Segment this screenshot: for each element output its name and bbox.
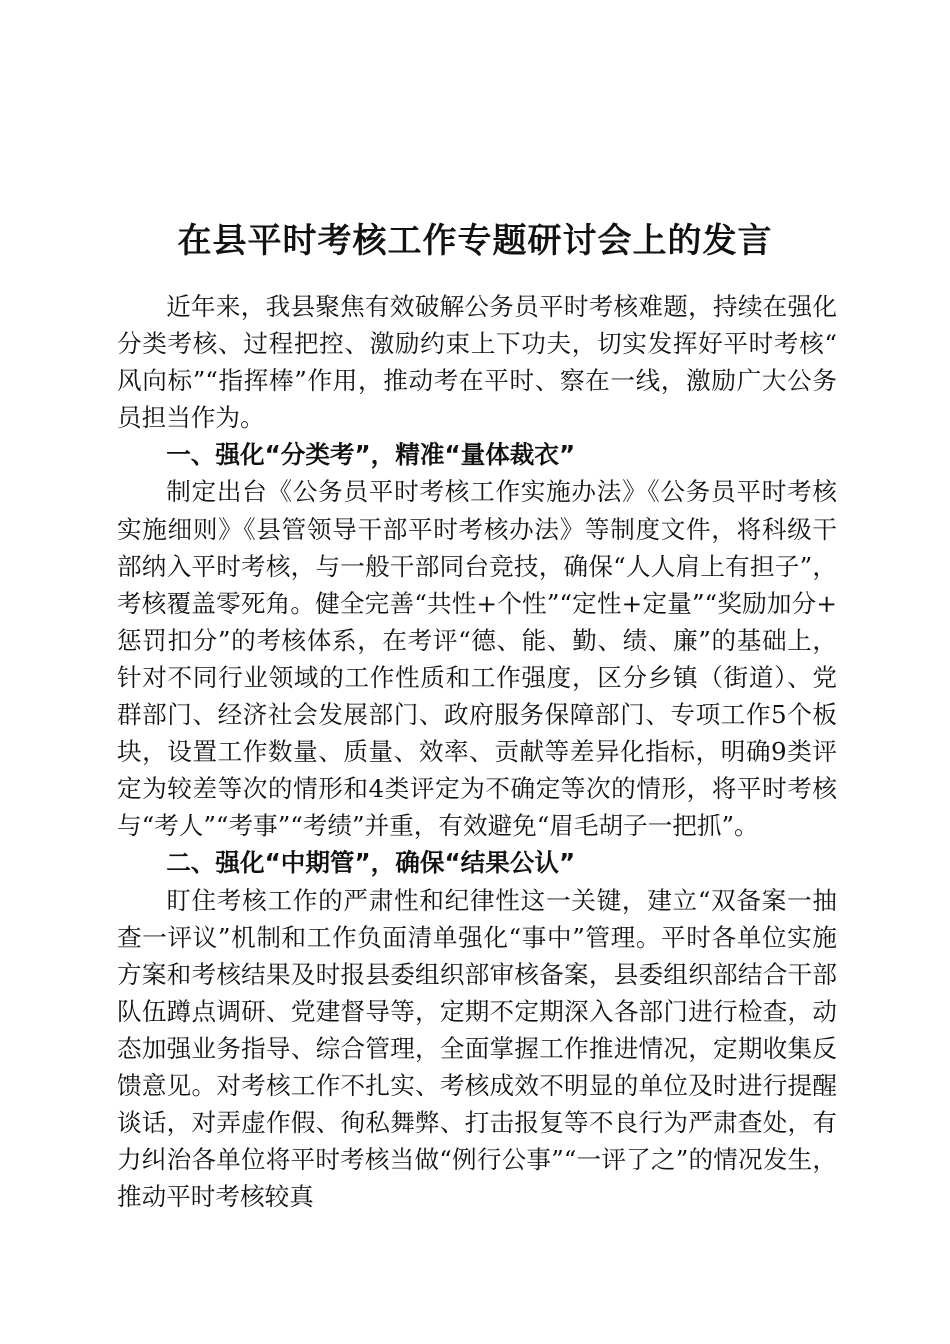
section-1-heading: 一、强化“分类考”，精准“量体裁衣”	[166, 440, 576, 470]
document-body	[117, 288, 837, 1215]
intro-paragraph: 近年来，我县聚焦有效破解公务员平时考核难题，持续在强化分类考核、过程把控、激励约束上下功夫，切实发挥好平时考核“风向标”“指挥棒”作用，推动考在平时、察在一线，激励广大公务员担当作为。	[117, 292, 837, 433]
section-2-heading: 二、强化“中期管”，确保“结果公认”	[166, 848, 576, 878]
section-1-paragraph: 制定出台《公务员平时考核工作实施办法》《公务员平时考核实施细则》《县管领导干部平时考核办法》等制度文件，将科级干部纳入平时考核，与一般干部同台竞技，确保“人人肩上有担子”，考核覆盖零死角。健全完善“共性+个性”“定性+定量”“奖励加分+惩罚扣分”的考核体系，在考评“德、能、勤、绩、廉”的基础上，针对不同行业领域的工作性质和工作强度，区分乡镇（街道）、党群部门、经济社会发展部门、政府服务保障部门、专项工作5个板块，设置工作数量、质量、效率、贡献等差异化指标，明确9类评定为较差等次的情形和4类评定为不确定等次的情形，将平时考核与“考人”“考事”“考绩”并重，有效避免“眉毛胡子一把抓”。	[117, 477, 837, 841]
document-title: 在县平时考核工作专题研讨会上的发言	[177, 220, 773, 261]
section-2-paragraph: 盯住考核工作的严肃性和纪律性这一关键，建立“双备案一抽查一评议”机制和工作负面清单强化“事中”管理。平时各单位实施方案和考核结果及时报县委组织部审核备案，县委组织部结合干部队伍蹲点调研、党建督导等，定期不定期深入各部门进行检查，动态加强业务指导、综合管理，全面掌握工作推进情况，定期收集反馈意见。对考核工作不扎实、考核成效不明显的单位及时进行提醒谈话，对弄虚作假、徇私舞弊、打击报复等不良行为严肃查处，有力纠治各单位将平时考核当做“例行公事”“一评了之”的情况发生，推动平时考核较真	[117, 885, 837, 1212]
